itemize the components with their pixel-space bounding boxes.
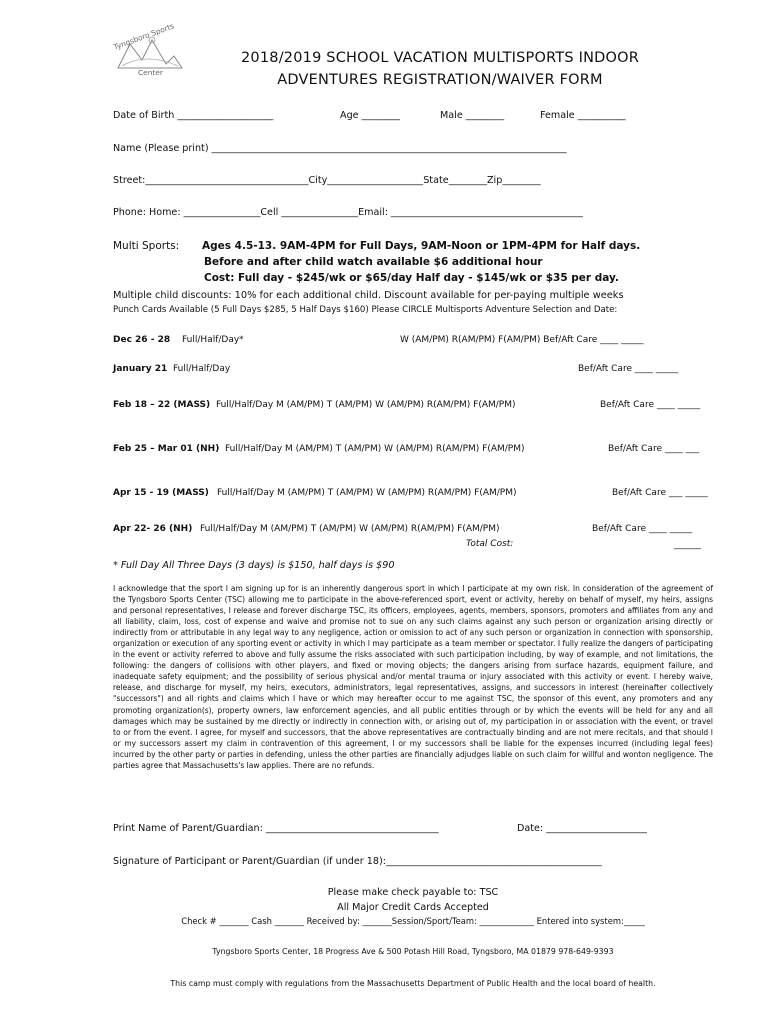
- session-options[interactable]: Full/Half/Day M (AM/PM) T (AM/PM) W (AM/PM) R(AM/PM) F(AM/PM): [200, 524, 500, 534]
- session-date: Apr 15 - 19 (MASS): [113, 488, 209, 498]
- name-field[interactable]: Name (Please print) __________________________________________________________________________: [113, 143, 567, 154]
- session-options[interactable]: Full/Half/Day M (AM/PM) T (AM/PM) W (AM/PM) R(AM/PM) F(AM/PM): [225, 444, 525, 454]
- signature-field[interactable]: Signature of Participant or Parent/Guardian (if under 18):_____________________________________________: [113, 856, 602, 867]
- total-cost-field[interactable]: ______: [674, 540, 701, 550]
- session-date: January 21: [113, 364, 168, 374]
- dob-field[interactable]: Date of Birth ____________________: [113, 110, 274, 121]
- punch-card-note: Punch Cards Available (5 Full Days $285, 5 Half Days $160) Please CIRCLE Multisports Adventure Selection and Date:: [113, 305, 618, 315]
- program-ages-hours: Ages 4.5-13. 9AM-4PM for Full Days, 9AM-Noon or 1PM-4PM for Half days.: [202, 240, 641, 252]
- address-field[interactable]: Street:__________________________________City____________________State________Zip________: [113, 175, 541, 186]
- discount-note: Multiple child discounts: 10% for each additional child. Discount available for per-paying multiple weeks: [113, 290, 624, 301]
- print-name-field[interactable]: Print Name of Parent/Guardian: ____________________________________: [113, 823, 439, 834]
- male-field[interactable]: Male ________: [440, 110, 505, 121]
- waiver-text: I acknowledge that the sport I am signing up for is an inherently dangerous sport in which I participate at my own risk. In consideration of the agreement of the Tyngsboro Sports Center (TSC) allowing me to participate in the above-referenced sport, event or activity, hereby on behalf of myself, my heirs, assigns and personal representatives, I release and forever discharge TSC, its officers, employees, agents, members, sponsors, promoters and affiliates from any and all liability, claim, loss, cost of expense and waive and promise not to sue on any such claims against any such person or organization arising directly or indirectly from or attributable in any legal way to any negligence, action or omission to act of any such person or organization in connection with sponsorship, organization or execution of any sporting event or activity in which I may participate as a team member or spectator. I fully realize the dangers of participating in the event or activity referred to above and fully assume the risks associated with such participation including, by way of example, and not limitations, the following: the dangers of collisions with other players, and fixed or moving objects; the dangers arising from surface hazards, equipment failure, and inadequate safety equipment; and the possibility of serious physical and/or mental trauma or injury associated with this activity or event. I hereby waive, release, and discharge for myself, my heirs, executors, administrators, legal representatives, assigns, and successors in interest (hereinafter collectively "successors") and all rights and claims which I have or which may hereafter occur to me against TSC, the sponsor of this event, any promoters and any promoting organization(s), property owners, law enforcement agencies, and all public entities through or by which the events will be held for any and all damages which may be sustained by me directly or indirectly in connection with, or arising out of, my participation in or association with the event, or travel to or from the event. I agree, for myself and successors, that the above representatives are contractually binding and are not mere recitals, and that should I or my successors assert my claim in contravention of this agreement, I or my successors shall be liable for the expenses incurred (including legal fees) incurred by the other party or parties in defending, unless the other parties are financially adjudges liable on such claim for willful and wonton negligence. The parties agree that Massachusetts's law applies. There are no refunds.: [113, 584, 713, 770]
- female-field[interactable]: Female __________: [540, 110, 626, 121]
- session-days[interactable]: Bef/Aft Care ____ _____: [592, 524, 693, 534]
- footer-compliance: This camp must comply with regulations from the Massachusetts Department of Public Health and the local board of health.: [170, 979, 656, 988]
- form-title-line1: 2018/2019 SCHOOL VACATION MULTISPORTS INDOOR: [241, 50, 639, 66]
- session-days[interactable]: Bef/Aft Care ___ _____: [612, 488, 708, 498]
- session-options[interactable]: Full/Half/Day*: [182, 335, 244, 345]
- office-use-line: Check # _______ Cash _______ Received by: _______Session/Sport/Team: _____________ Entered into system:_____: [181, 916, 645, 926]
- session-days[interactable]: Bef/Aft Care ____ _____: [578, 364, 679, 374]
- session-days[interactable]: Bef/Aft Care ____ _____: [600, 400, 701, 410]
- payment-cards-note: All Major Credit Cards Accepted: [337, 902, 489, 913]
- session-options[interactable]: Full/Half/Day M (AM/PM) T (AM/PM) W (AM/PM) R(AM/PM) F(AM/PM): [216, 400, 516, 410]
- session-date: Feb 18 – 22 (MASS): [113, 400, 211, 410]
- program-label: Multi Sports:: [113, 240, 180, 252]
- session-options[interactable]: Full/Half/Day M (AM/PM) T (AM/PM) W (AM/PM) R(AM/PM) F(AM/PM): [217, 488, 517, 498]
- footer-address: Tyngsboro Sports Center, 18 Progress Ave & 500 Potash Hill Road, Tyngsboro, MA 01879 978-649-9393: [212, 947, 614, 956]
- tyngsboro-sports-center-logo: [108, 21, 186, 80]
- payment-check-note: Please make check payable to: TSC: [327, 887, 499, 898]
- logo-bottom-text: Center: [138, 68, 163, 77]
- session-days[interactable]: W (AM/PM) R(AM/PM) F(AM/PM) Bef/Aft Care ____ _____: [400, 335, 644, 345]
- program-child-watch: Before and after child watch available $6 additional hour: [204, 256, 543, 268]
- total-cost-label: Total Cost:: [466, 539, 514, 549]
- full-day-note: * Full Day All Three Days (3 days) is $150, half days is $90: [113, 560, 395, 571]
- age-field[interactable]: Age ________: [340, 110, 400, 121]
- phone-field[interactable]: Phone: Home: ________________Cell ________________Email: ________________________________________: [113, 207, 583, 218]
- session-date: Feb 25 – Mar 01 (NH): [113, 444, 220, 454]
- session-date: Dec 26 - 28: [113, 335, 171, 345]
- program-cost: Cost: Full day - $245/wk or $65/day Half day - $145/wk or $35 per day.: [204, 272, 619, 284]
- session-days[interactable]: Bef/Aft Care ____ ___: [608, 444, 700, 454]
- session-options[interactable]: Full/Half/Day: [173, 364, 231, 374]
- form-title-line2: ADVENTURES REGISTRATION/WAIVER FORM: [277, 72, 603, 88]
- logo-top-text: Tyngsboro Sports: [112, 21, 176, 52]
- date-field[interactable]: Date: _____________________: [517, 823, 647, 834]
- session-date: Apr 22- 26 (NH): [113, 524, 193, 534]
